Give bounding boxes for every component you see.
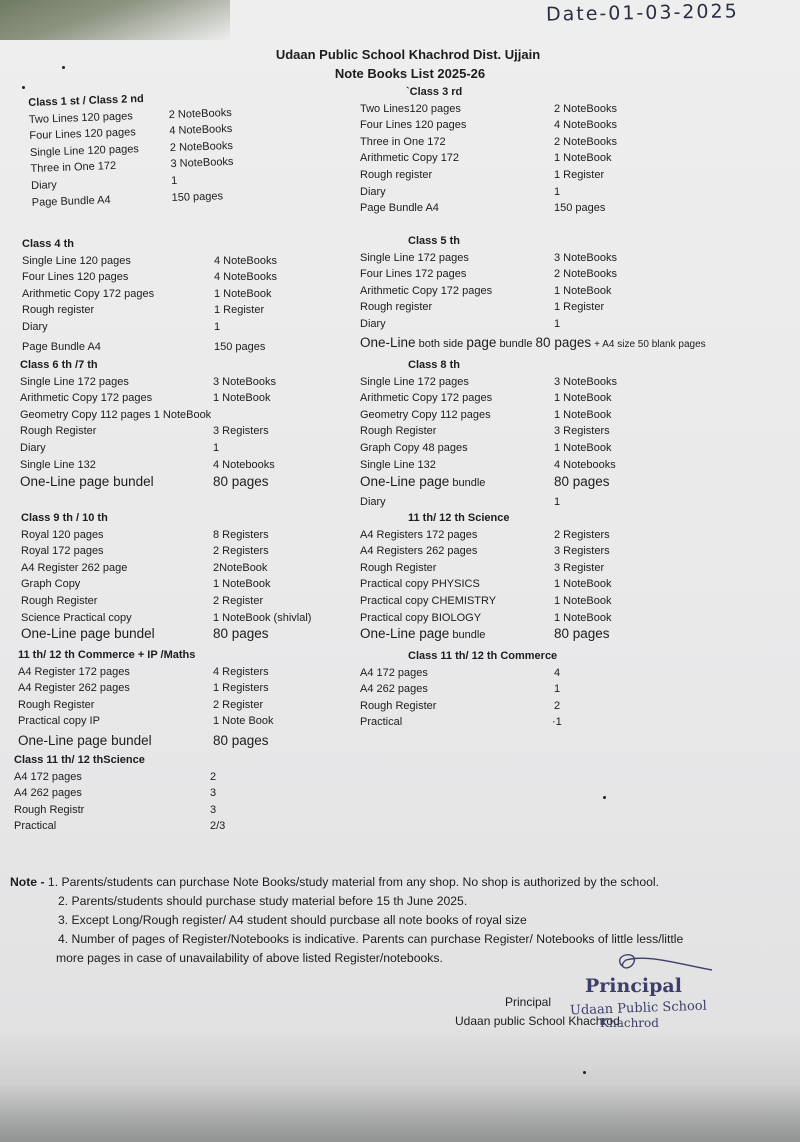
list-item [22, 286, 272, 303]
one-line-label: One-Line [360, 334, 416, 350]
list-item [360, 283, 612, 300]
speck [22, 86, 25, 89]
item-name: Science Practical copy [21, 611, 132, 624]
item-qty: 3 Registers [554, 545, 610, 558]
item-qty: 1 NoteBook [554, 408, 612, 421]
item-qty: 2 [554, 699, 561, 712]
item-qty: 1 [554, 185, 561, 198]
item-name: One-Line page bundel [21, 626, 155, 642]
one-line-bundle-row [360, 334, 706, 353]
item-name: A4 Register 262 page [21, 561, 128, 574]
item-name: Single Line 172 pages [360, 375, 469, 388]
list-item [360, 374, 617, 391]
item-name: Two Lines120 pages [360, 102, 461, 115]
item-qty: 1 [554, 317, 561, 330]
section-class11-12-commerce-ip [18, 647, 274, 753]
extra-blank-pages: + A4 size 50 blank pages [594, 338, 706, 350]
item-qty: 2 Registers [213, 545, 269, 558]
section-class11-12-commerce [360, 648, 562, 731]
item-name: Page Bundle A4 [360, 202, 439, 215]
list-item [22, 253, 277, 270]
note-line [10, 873, 790, 892]
item-name: Four Lines 120 pages [29, 126, 137, 143]
list-item [20, 374, 276, 391]
item-name: Diary [22, 320, 48, 333]
signature-org: Udaan public School Khachrod [455, 1014, 620, 1028]
item-qty: 80 pages [213, 732, 269, 748]
item-name: Practical copy PHYSICS [360, 578, 480, 591]
list-item [21, 527, 269, 544]
item-qty: 3 Register [554, 561, 605, 574]
item-name: Practical copy CHEMISTRY [360, 594, 497, 607]
note-item: 3. Except Long/Rough register/ A4 student should purcbase all note books of royal size [58, 913, 527, 927]
list-item [22, 319, 221, 336]
section-heading: 11 th/ 12 th Science [408, 512, 510, 524]
item-qty: ·1 [552, 716, 562, 729]
item-qty: 1 Registers [213, 682, 269, 695]
item-qty: 1 NoteBook [554, 611, 612, 624]
list-item [360, 457, 616, 474]
item-qty: 150 pages [554, 202, 606, 215]
list-item [360, 494, 561, 511]
list-item [360, 698, 561, 715]
list-item [360, 134, 617, 151]
item-qty: 1 NoteBook [213, 392, 271, 405]
item-name: Rough Register [360, 699, 437, 712]
list-item [18, 713, 274, 730]
stamp-place: Khachrod [600, 1016, 659, 1030]
bottom-shadow [0, 1085, 800, 1142]
item-name: Page Bundle A4 [22, 340, 101, 353]
item-qty: 4 Notebooks [554, 458, 616, 471]
item-name: Arithmetic Copy 172 pages [360, 284, 493, 297]
item-name: Rough register [22, 304, 95, 317]
item-qty: 2 NoteBooks [554, 135, 617, 148]
section-class4 [22, 236, 277, 355]
stamp-principal: Principal [585, 975, 682, 997]
item-qty: 3 [210, 803, 217, 816]
item-name: Arithmetic Copy 172 [360, 152, 460, 165]
item-name: A4 262 pages [14, 787, 82, 800]
item-name: Graph Copy [21, 578, 81, 591]
item-qty: 80 pages [213, 474, 269, 490]
list-item [360, 440, 612, 457]
item-qty: 2 Register [213, 594, 264, 607]
bundle-label: bundle [452, 629, 486, 642]
item-name: Single Line 132 [20, 458, 96, 471]
list-item [21, 610, 312, 627]
item-qty: 1 NoteBook (shivlal) [213, 611, 312, 624]
list-item [360, 560, 605, 577]
item-qty: 1 [170, 174, 178, 188]
list-title: Note Books List 2025-26 [334, 66, 486, 81]
item-name: Single Line 132 [360, 458, 436, 471]
list-item [21, 593, 264, 610]
item-qty: 1 Note Book [213, 715, 274, 728]
item-name: A4 Registers 262 pages [360, 545, 478, 558]
list-item [360, 681, 561, 698]
item-name: Three in One 172 [30, 160, 117, 176]
item-name: Royal 172 pages [21, 545, 104, 558]
section-class6-7 [20, 357, 276, 494]
list-item [360, 266, 617, 283]
item-qty: 4 NoteBooks [214, 271, 277, 284]
item-name: Three in One 172 [360, 135, 446, 148]
background-corner [0, 0, 230, 40]
list-item [20, 457, 275, 474]
item-name: Single Line 172 pages [20, 375, 129, 388]
list-item [14, 785, 217, 802]
item-name: Practical [14, 820, 57, 833]
item-qty: 3 NoteBooks [213, 375, 276, 388]
item-qty: 3 [210, 787, 217, 800]
one-line-bundle-row [18, 732, 269, 753]
item-qty: 1 NoteBook [214, 287, 272, 300]
item-qty: 1 NoteBook [554, 392, 612, 405]
item-qty: 1 NoteBook [213, 578, 271, 591]
item-qty: 80 pages [554, 474, 610, 490]
item-qty: 4 Notebooks [213, 458, 275, 471]
item-qty: 3 NoteBooks [170, 156, 234, 171]
pages-count: 80 pages [535, 334, 592, 350]
one-line-bundle-row [360, 626, 610, 645]
speck [583, 1071, 586, 1074]
item-qty: 2 Register [213, 698, 264, 711]
list-item [18, 680, 269, 697]
section-class11-12-science [360, 510, 612, 645]
list-item [360, 714, 562, 731]
list-item [20, 407, 212, 424]
list-item [360, 101, 617, 118]
item-qty: 1 NoteBook [554, 152, 612, 165]
item-name: Rough Register [360, 425, 437, 438]
bundle-label: bundle [452, 477, 486, 490]
signature-title: Principal [505, 995, 552, 1009]
item-qty: 1 [554, 496, 561, 509]
list-item [360, 316, 561, 333]
item-qty: 1 [214, 320, 221, 333]
section-heading: Class 6 th /7 th [20, 359, 98, 371]
section-class5 [360, 233, 706, 353]
signature-scribble [608, 948, 718, 978]
item-name: A4 172 pages [14, 770, 82, 783]
item-name: Royal 120 pages [21, 528, 104, 541]
item-qty: 80 pages [213, 626, 269, 642]
item-name: One-Line page bundel [18, 732, 152, 748]
item-name: Rough Register [21, 594, 98, 607]
item-name: Rough Register [360, 561, 437, 574]
list-item [18, 697, 264, 714]
list-item [360, 150, 612, 167]
item-qty: 150 pages [214, 340, 266, 353]
item-qty: 8 Registers [213, 528, 269, 541]
list-item [18, 664, 269, 681]
note-item: 1. Parents/students can purchase Note Books/study material from any shop. No shop is authorized by the school. [47, 875, 659, 889]
item-name: Practical copy BIOLOGY [360, 611, 482, 624]
item-name: Rough register [360, 301, 433, 314]
list-item [360, 200, 606, 217]
section-heading: Class 1 st / Class 2 nd [28, 92, 144, 109]
list-item [22, 302, 265, 319]
item-qty: 1 Register [554, 301, 605, 314]
item-name: Arithmetic Copy 172 pages [22, 287, 155, 300]
list-item [20, 423, 269, 440]
list-item [360, 407, 612, 424]
item-name: Rough Register [18, 698, 95, 711]
item-qty: 3 Registers [554, 425, 610, 438]
list-item [360, 576, 612, 593]
list-item [20, 440, 220, 457]
item-qty: 1 [213, 441, 220, 454]
item-name: Geometry Copy 112 pages 1 NoteBook [20, 408, 212, 421]
item-name: Arithmetic Copy 172 pages [20, 392, 153, 405]
list-item [360, 593, 612, 610]
speck [603, 796, 606, 799]
section-class1-2 [28, 91, 234, 211]
item-name: Diary [30, 179, 58, 192]
item-name: Rough Registr [14, 803, 85, 816]
item-name: Single Line 120 pages [29, 142, 140, 159]
list-item [360, 610, 612, 627]
item-qty: 1 NoteBook [554, 594, 612, 607]
item-name: Two Lines 120 pages [28, 109, 133, 126]
item-name: A4 262 pages [360, 683, 428, 696]
section-heading: 11 th/ 12 th Commerce + IP /Maths [18, 649, 196, 661]
item-qty: 1 Register [554, 168, 605, 181]
section-heading: Class 5 th [408, 235, 460, 247]
item-qty: 1 NoteBook [554, 441, 612, 454]
item-qty: 1 NoteBook [554, 578, 612, 591]
list-item [360, 184, 561, 201]
section-class3 [360, 84, 617, 217]
item-qty: 4 NoteBooks [554, 119, 617, 132]
item-qty: 1 NoteBook [554, 284, 612, 297]
list-item [20, 390, 271, 407]
item-qty: 80 pages [554, 626, 610, 642]
item-name: Arithmetic Copy 172 pages [360, 392, 493, 405]
speck [62, 66, 65, 69]
list-item [14, 818, 226, 835]
item-name: A4 Registers 172 pages [360, 528, 478, 541]
list-item [360, 665, 561, 682]
note-continuation: more pages in case of unavailability of above listed Register/notebooks. [56, 951, 443, 965]
item-qty: 1 Register [214, 304, 265, 317]
section-heading: Class 4 th [22, 238, 74, 250]
list-item [21, 543, 269, 560]
item-qty: 2NoteBook [213, 561, 268, 574]
item-name: Diary [20, 441, 46, 454]
list-item [31, 189, 224, 211]
item-qty: 4 Registers [213, 665, 269, 678]
item-name: One-Line page bundel [20, 474, 154, 490]
section-heading: Class 11 th/ 12 thScience [14, 754, 145, 766]
item-qty: 2 NoteBooks [554, 102, 617, 115]
item-name: Rough Register [20, 425, 97, 438]
item-name: Four Lines 120 pages [22, 271, 129, 284]
section-heading: Class 11 th/ 12 th Commerce [408, 650, 558, 662]
item-qty: 2 NoteBooks [169, 139, 234, 154]
item-name: Page Bundle A4 [31, 193, 111, 209]
section-heading: Class 8 th [408, 359, 460, 371]
item-name: Graph Copy 48 pages [360, 441, 468, 454]
item-name: Diary [360, 496, 386, 509]
section-class9-10 [21, 510, 312, 645]
one-line-bundle-row [360, 474, 610, 494]
handwritten-date: Date-01-03-2025 [545, 0, 739, 26]
school-title: Udaan Public School Khachrod Dist. Ujjain [275, 47, 541, 62]
section-class11-12-science-left [14, 752, 226, 835]
note-label: Note - [10, 875, 45, 889]
list-item [360, 117, 617, 134]
list-item [360, 250, 617, 267]
item-qty: 3 NoteBooks [554, 375, 617, 388]
item-name: One-Line page [360, 626, 450, 642]
list-item [360, 543, 610, 560]
list-item [14, 769, 217, 786]
item-name: Practical copy IP [18, 715, 100, 728]
item-qty: 4 NoteBooks [169, 123, 233, 138]
one-line-bundle-row [21, 626, 269, 645]
item-name: Diary [360, 185, 386, 198]
item-qty: 3 NoteBooks [554, 251, 617, 264]
item-qty: 2 NoteBooks [554, 268, 617, 281]
page-label: page [466, 334, 497, 350]
item-name: One-Line page [360, 474, 450, 490]
section-heading: Class 9 th / 10 th [21, 512, 108, 524]
item-name: Single Line 120 pages [22, 254, 131, 267]
item-name: A4 Register 262 pages [18, 682, 130, 695]
list-item [21, 576, 271, 593]
list-item [360, 527, 610, 544]
item-name: Single Line 172 pages [360, 251, 469, 264]
item-name: Four Lines 172 pages [360, 268, 467, 281]
list-item [360, 390, 612, 407]
bundle-label: bundle [499, 337, 533, 350]
list-item [14, 802, 217, 819]
item-qty: 4 NoteBooks [214, 254, 277, 267]
list-item [22, 269, 277, 286]
both-side-label: both side [418, 337, 464, 350]
list-item [360, 299, 605, 316]
section-heading: `Class 3 rd [406, 86, 463, 98]
one-line-bundle-row [20, 474, 269, 494]
item-qty: 2 NoteBooks [168, 106, 232, 121]
item-qty: 4 [554, 666, 561, 679]
section-class8 [360, 357, 617, 511]
item-name: Four Lines 120 pages [360, 119, 467, 132]
note-item: 4. Number of pages of Register/Notebooks is indicative. Parents can purchase Register/ Notebooks of little less/little [58, 932, 684, 946]
stamp-school: Udaan Public School [569, 998, 708, 1019]
item-name: A4 172 pages [360, 666, 428, 679]
item-name: Diary [360, 317, 386, 330]
list-item [360, 167, 605, 184]
item-name: Rough register [360, 168, 433, 181]
item-name: Geometry Copy 112 pages [360, 408, 491, 421]
item-qty: 2 [210, 770, 217, 783]
item-qty: 2 Registers [554, 528, 610, 541]
item-qty: 3 Registers [213, 425, 269, 438]
list-item [360, 423, 610, 440]
note-item: 2. Parents/students should purchase study material before 15 th June 2025. [58, 894, 468, 908]
item-qty: 150 pages [171, 189, 224, 204]
item-qty: 1 [554, 683, 561, 696]
item-name: A4 Register 172 pages [18, 665, 130, 678]
list-item [22, 339, 266, 356]
item-qty: 2/3 [210, 820, 226, 833]
item-name: Practical [360, 716, 403, 729]
list-item [21, 560, 268, 577]
